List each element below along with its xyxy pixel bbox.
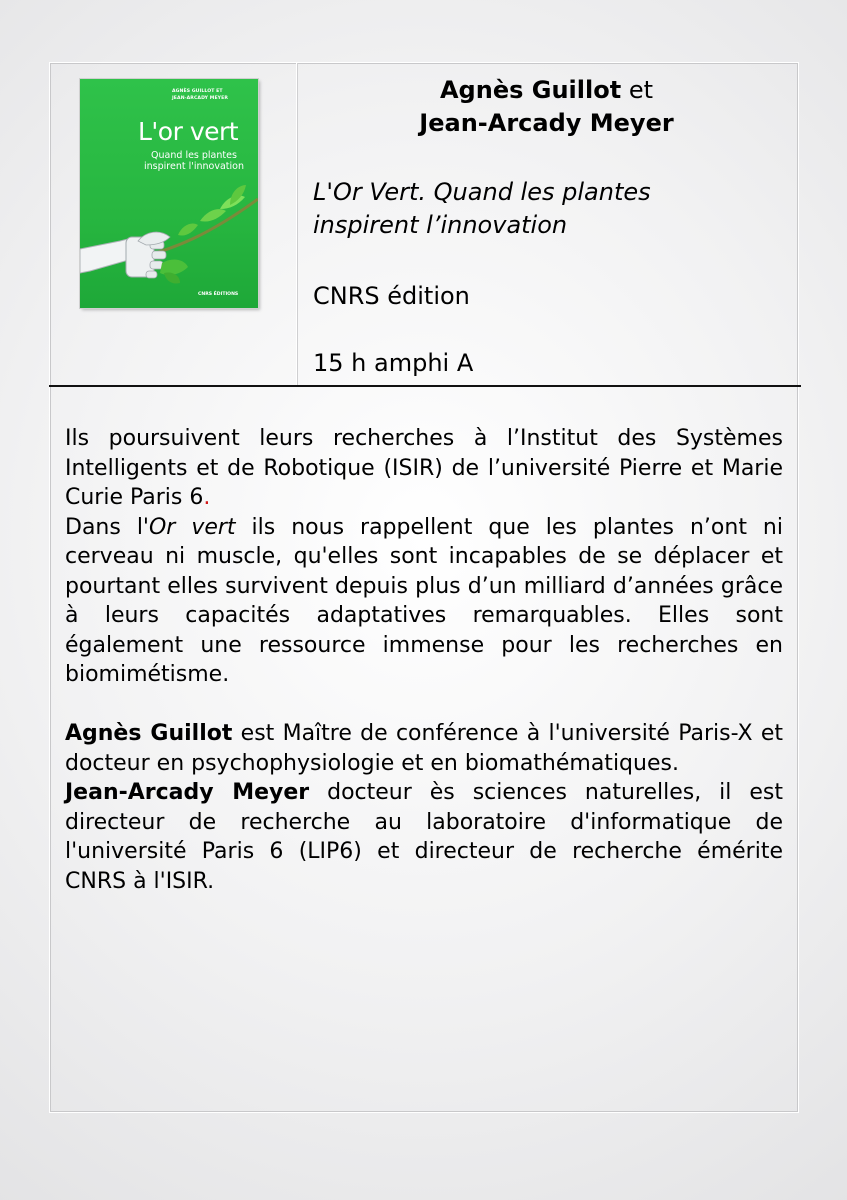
book-cover bbox=[80, 79, 258, 308]
header-divider bbox=[49, 385, 801, 387]
cover-subtitle: Quand les plantes inspirent l'innovation bbox=[144, 150, 244, 172]
publisher: CNRS édition bbox=[313, 282, 470, 310]
bio-meyer: Jean-Arcady Meyer docteur ès sciences naturelles, il est directeur de recherche au laboratoire d'informatique de l'université Paris 6 (LIP6) et directeur de recherche émérite CNRS à l'ISIR. bbox=[65, 780, 783, 894]
bio-guillot: Agnès Guillot est Maître de conférence à l'université Paris-X et docteur en psychophysiologie et en biomathématiques. bbox=[65, 721, 783, 776]
column-divider bbox=[296, 63, 297, 385]
cover-authors: AGNÈS GUILLOT ET JEAN-ARCADY MEYER bbox=[172, 89, 228, 101]
author-conjunction: et bbox=[628, 76, 653, 104]
paragraph-research: Ils poursuivent leurs recherches à l’Institut des Systèmes Intelligents et de Robotique (ISIR) de l’université Pierre et Marie Curie Paris 6. bbox=[65, 426, 783, 510]
description bbox=[65, 424, 783, 896]
book-title: L'Or Vert. Quand les plantes inspirent l’innovation bbox=[313, 178, 651, 239]
paragraph-spacer bbox=[65, 690, 783, 720]
cover-publisher: CNRS ÉDITIONS bbox=[198, 292, 239, 297]
authors-heading bbox=[304, 74, 789, 140]
paragraph-book: Dans l'Or vert ils nous rappellent que les plantes n’ont ni cerveau ni muscle, qu'elles sont incapables de se déplacer et pourtant elles survivent depuis plus d’un milliard d’années grâce à leurs capacités adaptatives remarquables. Elles sont également une ressource immense pour les recherches en biomimétisme. bbox=[65, 514, 783, 687]
robot-hand-plant-illustration bbox=[80, 179, 258, 289]
author-1: Agnès Guillot bbox=[439, 76, 622, 104]
time-place: 15 h amphi A bbox=[313, 349, 474, 377]
author-2: Jean-Arcady Meyer bbox=[419, 109, 674, 137]
cover-title: L'or vert bbox=[138, 117, 239, 146]
